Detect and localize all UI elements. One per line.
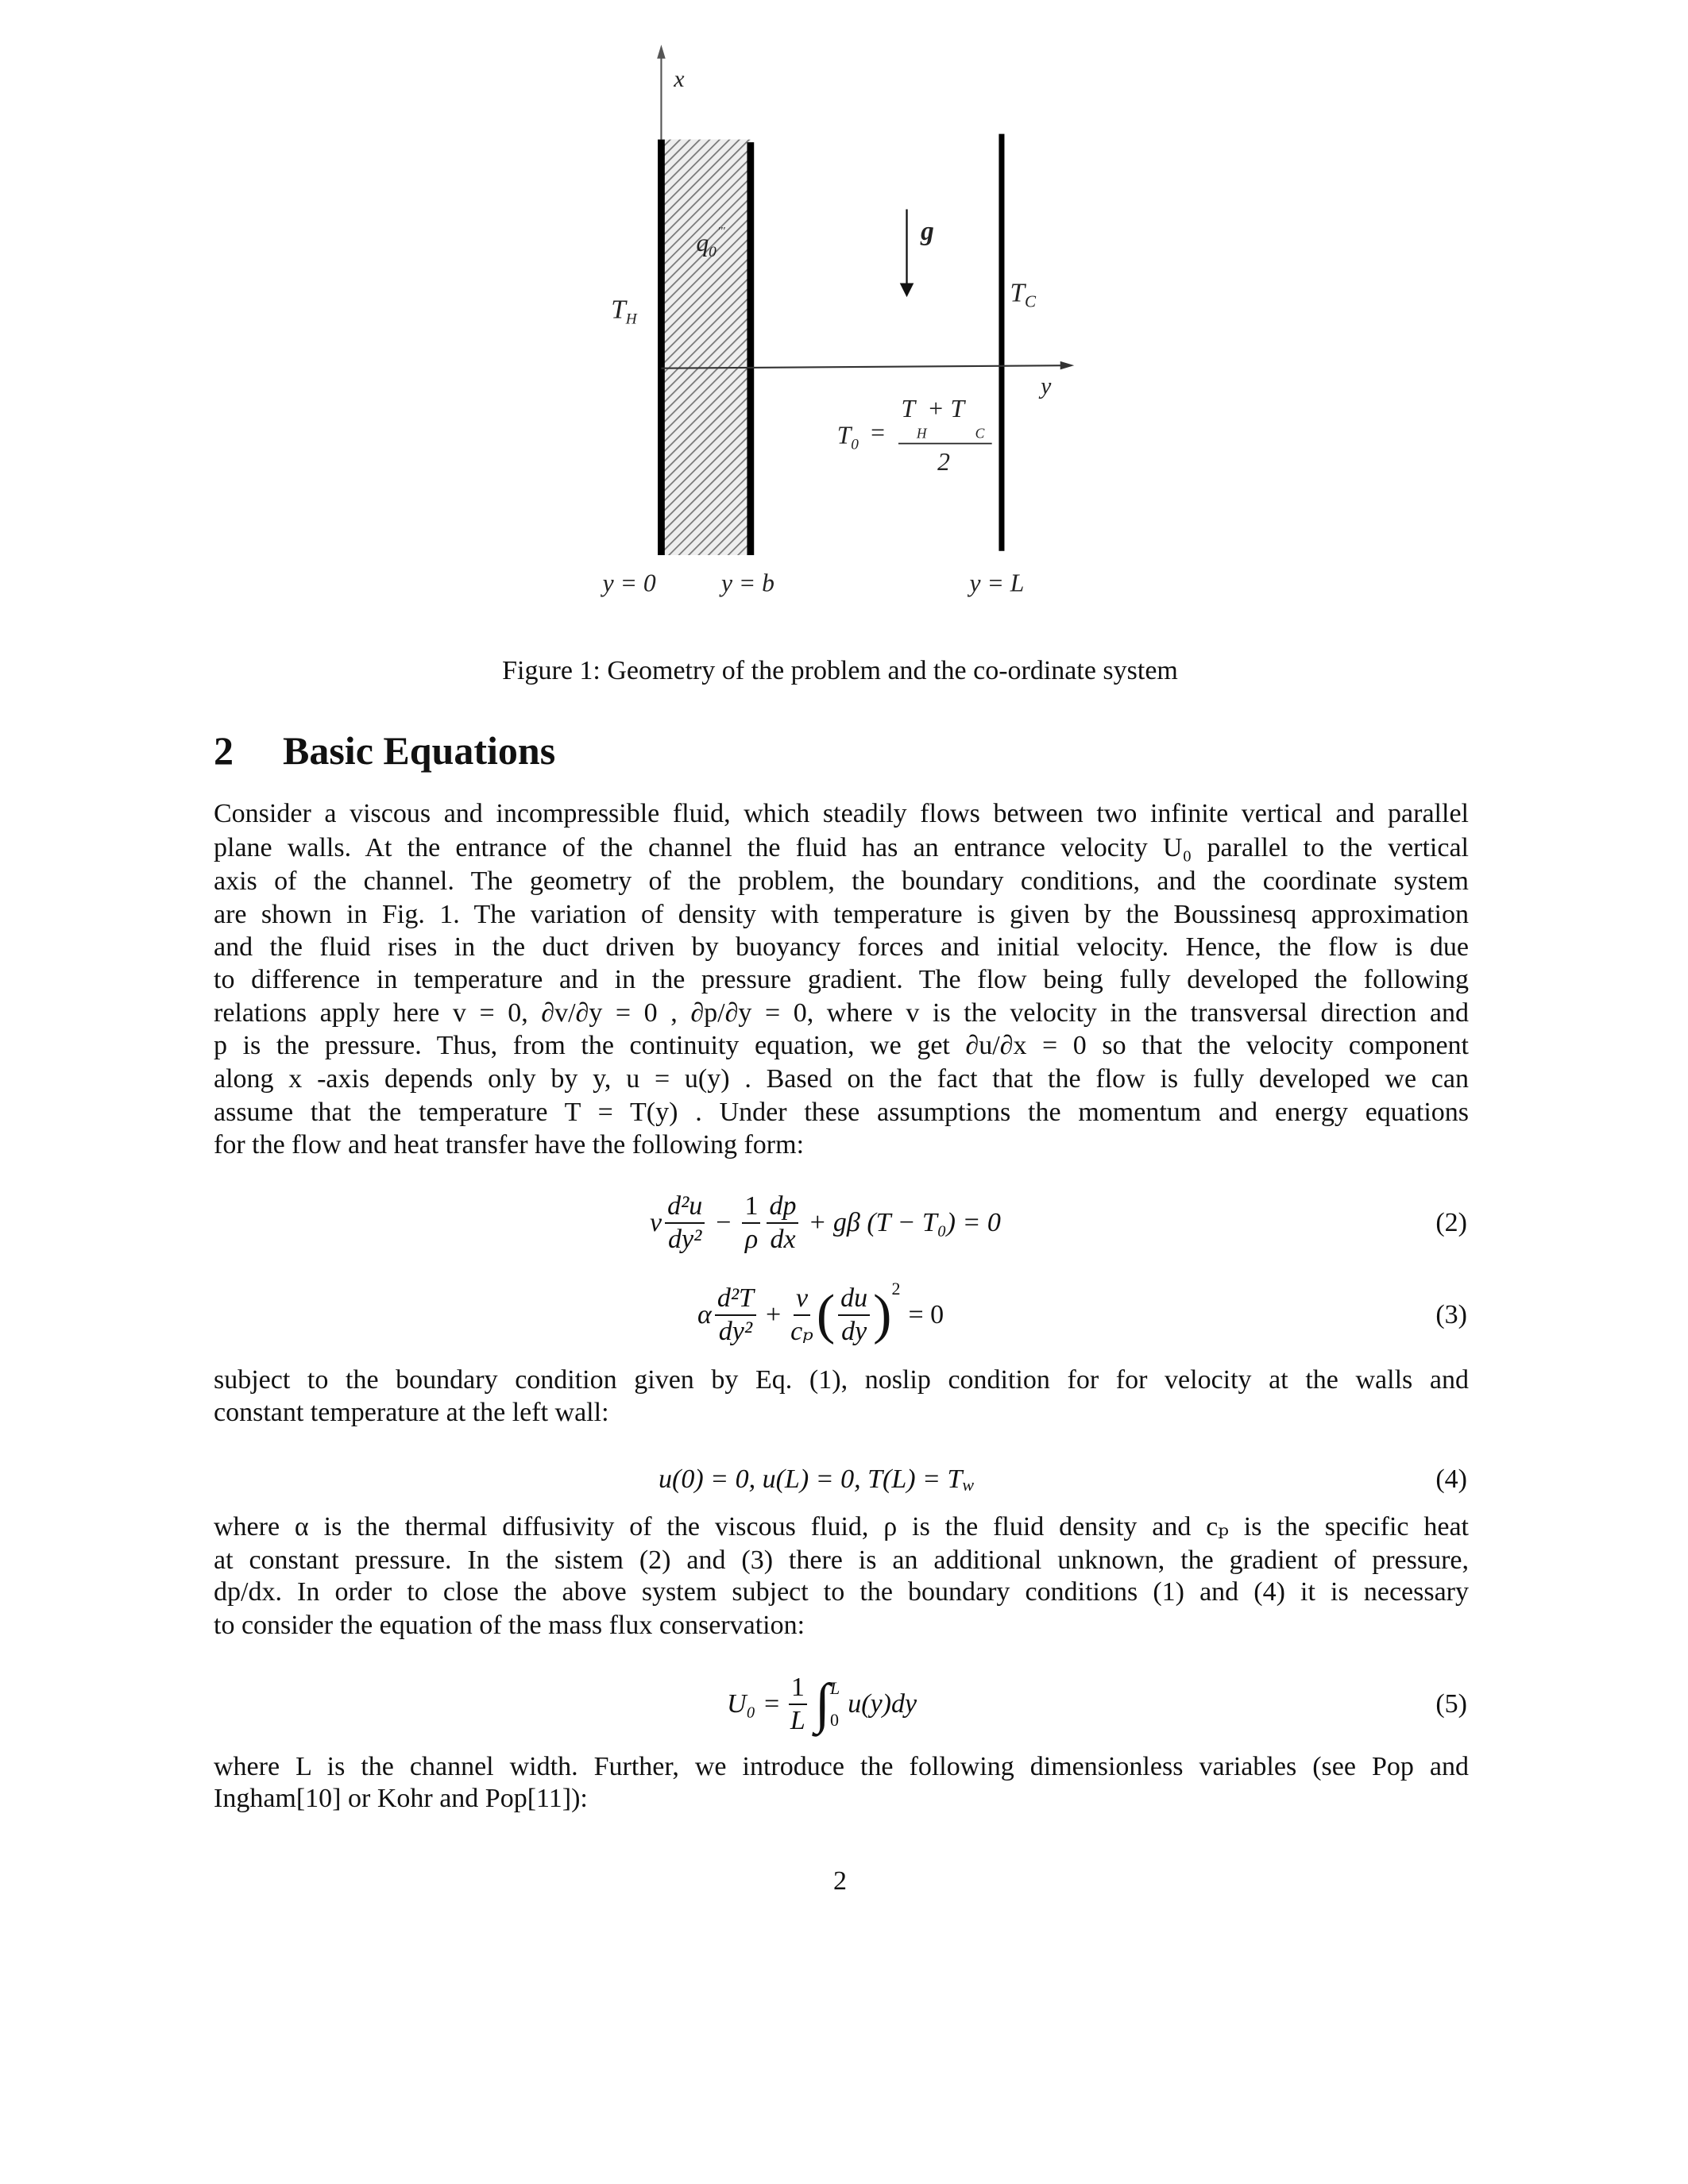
t0-denominator: 2 <box>937 447 950 476</box>
eq5-fraction: $\frac{1}{L}$ <box>789 1672 807 1737</box>
eq5-lhs: U₀ = <box>727 1689 781 1719</box>
position-label-L: y = L <box>969 569 1025 597</box>
text-line: and the fluid rises in the duct driven by buoyancy forces and initial velocity. Hence, the flow is due <box>214 932 1469 962</box>
gravity-label: g <box>921 217 934 247</box>
eq2-rest: + gβ (T − T₀) = 0 <box>808 1208 1001 1237</box>
t0-numerator: T + T <box>901 395 965 423</box>
text-line: dp/dx. In order to close the above system subject to the boundary conditions (1) and (4) it is necessary <box>214 1577 1469 1607</box>
text-line: axis of the channel. The geometry of the problem, the boundary conditions, and the coordinate system <box>214 866 1469 896</box>
gravity-arrow-icon <box>900 284 914 298</box>
position-label-0: y = 0 <box>602 569 656 597</box>
text-line: subject to the boundary condition given by Eq. (1), noslip condition for for velocity at the walls and <box>214 1365 1469 1395</box>
equation-5 <box>727 1665 917 1744</box>
eq3-plus: + <box>765 1300 782 1329</box>
eq4-sub: w <box>962 1475 975 1495</box>
t0-numerator-sub-h: H <box>916 425 927 442</box>
eq3-fraction-3: $\frac{du}{dy}$ <box>838 1283 870 1348</box>
eq2-fraction-3: $\frac{dp}{dx}$ <box>767 1190 798 1256</box>
eq3-right-paren: ) <box>873 1284 892 1345</box>
x-axis-arrow-icon <box>657 44 666 59</box>
equation-number-2: (2) <box>1435 1208 1467 1237</box>
text-line: plane walls. At the entrance of the channel the fluid has an entrance velocity U₀ parallel to the vertical <box>214 833 1469 862</box>
eq5-integrand: u(y)dy <box>848 1689 917 1719</box>
text-line: assume that the temperature T = T(y) . Under these assumptions the momentum and energy equations <box>214 1098 1469 1127</box>
eq2-fraction-1: $\frac{\text{d²u}}{\text{dy²}}$ <box>665 1190 705 1256</box>
equation-4 <box>659 1440 974 1519</box>
section-title: Basic Equations <box>283 728 556 773</box>
eq3-left-paren: ( <box>816 1284 836 1345</box>
text-line: to difference in temperature and in the pressure gradient. The flow being fully developed the following <box>214 965 1469 994</box>
text-line: p is the pressure. Thus, from the continuity equation, we get ∂u/∂x = 0 so that the velocity component <box>214 1031 1469 1060</box>
eq3-rest: = 0 <box>908 1300 944 1329</box>
text-line: are shown in Fig. 1. The variation of density with temperature is given by the Boussinesq approximation <box>214 900 1469 929</box>
page-number: 2 <box>833 1866 847 1896</box>
hot-temperature-label: $T_H$ <box>611 295 637 328</box>
text-line: at constant pressure. In the sistem (2) and (3) there is an additional unknown, the gradient of pressure, <box>214 1545 1469 1575</box>
eq2-fraction-2: $\frac{1}{\rho}$ <box>742 1190 760 1256</box>
section-number: 2 <box>214 728 234 773</box>
text-line: to consider the equation of the mass flux conservation: <box>214 1611 805 1640</box>
text-line: relations apply here v = 0, ∂v/∂y = 0 , ∂p/∂y = 0, where v is the velocity in the transversal direction and <box>214 998 1469 1028</box>
text-line: constant temperature at the left wall: <box>214 1398 609 1427</box>
text-line: Ingham[10] or Kohr and Pop[11]): <box>214 1784 588 1813</box>
t0-equals: = <box>869 418 886 446</box>
heated-wall-region <box>661 140 750 555</box>
text-line: along x -axis depends only by y, u = u(y) . Based on the fact that the flow is fully developed we can <box>214 1064 1469 1094</box>
heat-source-label: $q_0'''$ <box>696 225 725 261</box>
equation-number-3: (3) <box>1435 1300 1467 1329</box>
text-line: for the flow and heat transfer have the following form: <box>214 1130 805 1160</box>
integral-sign: ∫ <box>814 1673 831 1734</box>
eq3-fraction-2: $\frac{\nu}{\text{cₚ}}$ <box>790 1283 813 1346</box>
y-axis-arrow-icon <box>1060 361 1075 370</box>
equation-3 <box>697 1275 944 1355</box>
t0-numerator-sub-c: C <box>975 425 985 442</box>
text-line: Consider a viscous and incompressible fluid, which steadily flows between two infinite vertical and parallel <box>214 799 1469 828</box>
eq4-text: u(0) = 0, u(L) = 0, T(L) = T <box>659 1464 963 1494</box>
equation-2 <box>650 1183 1001 1263</box>
reference-temperature-formula <box>837 395 992 476</box>
equation-number-5: (5) <box>1435 1689 1467 1719</box>
equation-number-4: (4) <box>1435 1464 1467 1494</box>
figure-geometry <box>0 0 1688 635</box>
figure-caption: Figure 1: Geometry of the problem and the co-ordinate system <box>502 656 1178 685</box>
integral-limits: L 0 <box>830 1678 840 1730</box>
x-axis-label: x <box>674 65 685 92</box>
eq3-fraction-1: $\frac{\text{d²T}}{\text{dy²}}$ <box>715 1283 756 1348</box>
position-label-b: y = b <box>720 569 774 597</box>
eq3-power: 2 <box>891 1279 901 1298</box>
cold-temperature-label: $T_C$ <box>1010 278 1037 311</box>
eq3-alpha: α <box>697 1300 712 1329</box>
eq2-nu: ν <box>650 1208 662 1237</box>
y-axis-label: y <box>1041 372 1052 399</box>
text-line: where L is the channel width. Further, we introduce the following dimensionless variables (see Pop and <box>214 1752 1469 1781</box>
eq2-minus: − <box>716 1208 732 1237</box>
t0-lhs: $T_0$ <box>836 421 859 453</box>
text-line: where α is the thermal diffusivity of the viscous fluid, ρ is the fluid density and cₚ is the specific heat <box>214 1512 1469 1542</box>
